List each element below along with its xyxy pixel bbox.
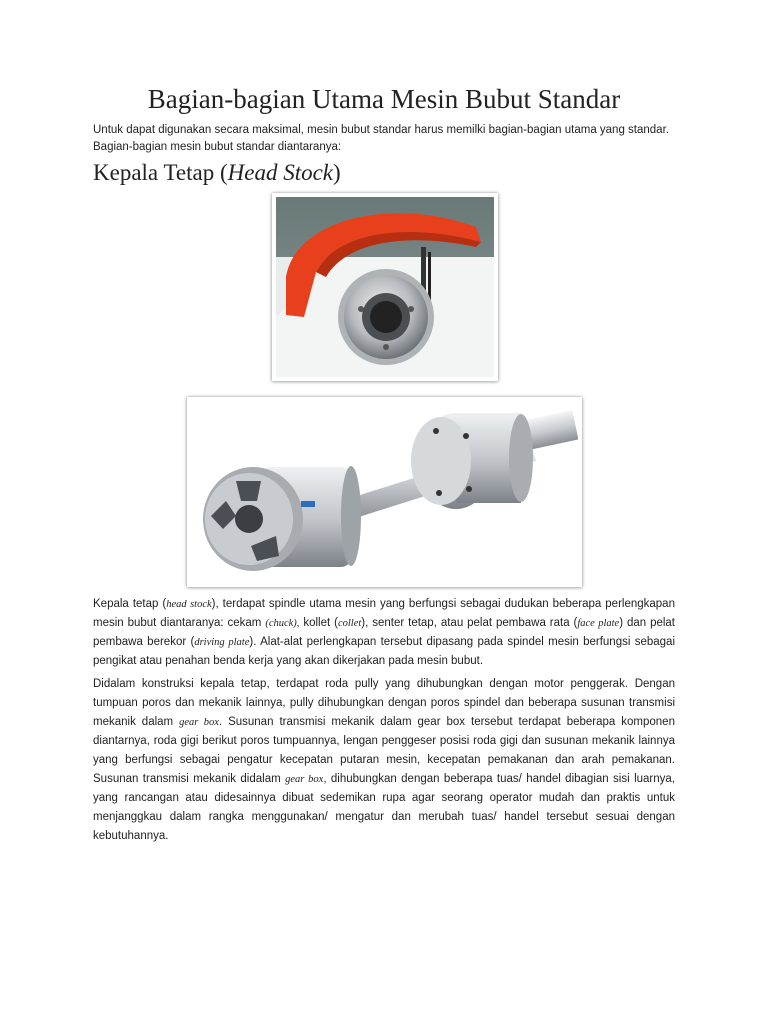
text-run: ) dan pelat pembawa berekor (: [93, 617, 676, 648]
text-run: kollet (: [299, 617, 338, 629]
term-face-plate: face plate: [577, 618, 620, 629]
text-run: ), terdapat spindle utama mesin yang berfungsi sebagai dudukan beberapa perlengkapan mesin bubut diantaranya: cekam: [93, 598, 675, 629]
paragraph-gear-box-description: [93, 675, 675, 846]
text-run: . Susunan transmisi mekanik dalam gear box tersebut terdapat beberapa komponen diantarnya, roda gigi berikut poros tumpuannya, lengan penggeser posisi roda gigi dan susunan mekanik lainnya yang berfungsi sebagai pengatur kecepatan putaran mesin, kecepatan pemakanan dan arah pemakanan. Susunan transmisi mekanik didalam: [93, 716, 675, 785]
headstock-photo: [272, 193, 498, 381]
term-head-stock: head stock: [166, 599, 212, 610]
headstock-illustration: [276, 197, 494, 377]
term-driving-plate: driving plate: [194, 637, 250, 648]
text-run: Kepala tetap (: [93, 598, 167, 610]
term-collet: collet: [337, 618, 362, 629]
text-run: , dihubungkan dengan beberapa tuas/ handel dibagian sisi luarnya, yang rancangan atau didesainnya dibuat sedemikan rupa agar seorang operator mudah dan praktis untuk menjanggkau dalam rangka menggunakan/ mengatur dan merubah tuas/ handel tersebut sesuai dengan kebutuhannya.: [93, 773, 675, 842]
term-gear-box: gear box: [179, 717, 219, 728]
section-heading-head-stock: [93, 160, 341, 186]
text-run: ). Alat-alat perlengkapan tersebut dipasang pada spindel mesin berfungsi sebagai pengikat atau penahan benda kerja yang akan dikerjakan pada mesin bubut.: [93, 636, 676, 667]
intro-paragraph: Untuk dapat digunakan secara maksimal, mesin bubut standar harus memilki bagian-bagian utama yang standar. Bagian-bagian mesin bubut standar diantaranya:: [93, 124, 669, 153]
text-run: Didalam konstruksi kepala tetap, terdapat roda pully yang dihubungkan dengan motor penggerak. Dengan tumpuan poros dan mekanik lainnya, pully dihubungkan dengan poros spindel dan beberapa susunan transmisi mekanik dalam: [93, 678, 675, 728]
term-chuck: (chuck),: [265, 618, 300, 629]
page-title: Bagian-bagian Utama Mesin Bubut Standar: [147, 84, 621, 114]
heading-prefix: Kepala Tetap (: [93, 160, 228, 185]
term-gear-box: gear box: [285, 774, 324, 785]
heading-term: Head Stock: [227, 160, 334, 185]
paragraph-head-stock-description: [93, 595, 675, 671]
spindle-illustration: [191, 401, 578, 583]
spindle-photo: [187, 397, 582, 587]
heading-suffix: ): [333, 160, 341, 185]
text-run: ), senter tetap, atau pelat pembawa rata (: [361, 617, 578, 629]
